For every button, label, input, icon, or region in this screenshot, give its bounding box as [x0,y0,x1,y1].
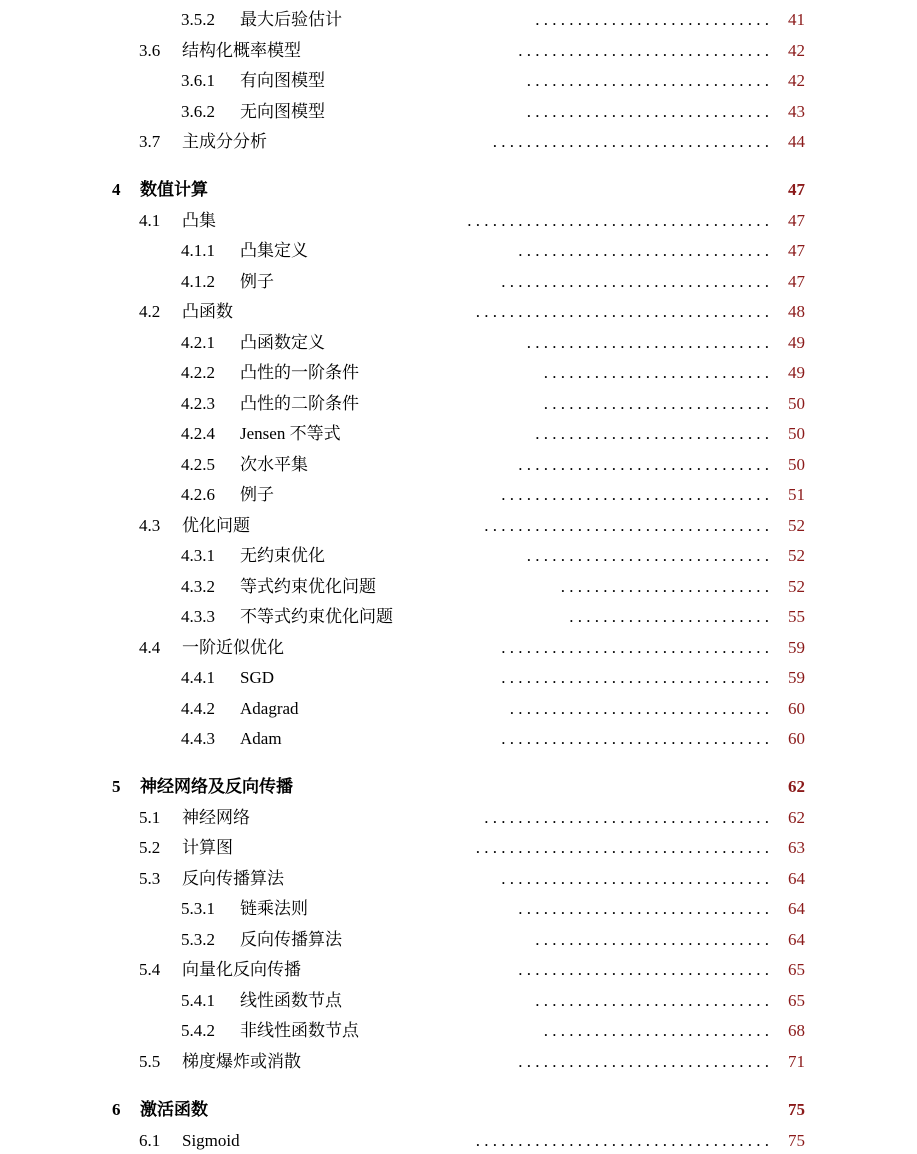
toc-entry-page-number[interactable]: 51 [788,485,805,504]
toc-entry-number: 4.3.2 [181,577,215,596]
toc-entry-page-number[interactable]: 48 [788,302,805,321]
toc-section-row[interactable] [0,1050,917,1074]
toc-entry-page-number[interactable]: 42 [788,71,805,90]
toc-entry-page-number[interactable]: 41 [788,10,805,29]
toc-entry-number: 4.2.1 [181,333,215,352]
toc-entry-number: 5.5 [139,1052,161,1071]
toc-entry-number: 5.4.2 [181,1021,215,1040]
toc-entry-title[interactable]: 神经网络及反向传播 [140,775,297,799]
toc-section-row[interactable] [0,209,917,233]
toc-entry-number: 4.4.2 [181,699,215,718]
toc-subsection-row[interactable] [0,989,917,1013]
toc-entry-title[interactable]: 凸性的二阶条件 [240,392,363,416]
toc-entry-title[interactable]: 凸集定义 [240,239,312,263]
dot-leaders: . . . . . . . . . . . . . . . . . . . . . . . . . . . . . [522,102,769,121]
toc-entry-page-number[interactable]: 65 [788,991,805,1010]
toc-entry-number: 5.1 [139,808,161,827]
toc-entry-number: 5.4.1 [181,991,215,1010]
toc-entry-page-number[interactable]: 60 [788,729,805,748]
toc-section-row[interactable] [0,300,917,324]
toc-subsection-row[interactable] [0,544,917,568]
toc-entry-page-number[interactable]: 68 [788,1021,805,1040]
toc-entry-title[interactable]: 反向传播算法 [182,867,288,891]
toc-subsection-row[interactable] [0,361,917,385]
toc-entry-page-number[interactable]: 49 [788,333,805,352]
dot-leaders: . . . . . . . . . . . . . . . . . . . . . . . . . . . . . . . . [497,485,769,504]
dot-leaders: . . . . . . . . . . . . . . . . . . . . . . . . . . . . . . . . . [488,132,769,151]
dot-leaders: . . . . . . . . . . . . . . . . . . . . . . . . . . . . . [522,333,769,352]
dot-leaders: . . . . . . . . . . . . . . . . . . . . . . . . . . . . . . . . [497,638,769,657]
dot-leaders: . . . . . . . . . . . . . . . . . . . . . . . . . . . . [531,424,769,443]
toc-entry-page-number[interactable]: 49 [788,363,805,382]
dot-leaders: . . . . . . . . . . . . . . . . . . . . . . . . . . . . . . . . [497,668,769,687]
toc-entry-number: 4.4.1 [181,668,215,687]
toc-entry-number: 5.4 [139,960,161,979]
toc-entry-title[interactable]: 凸集 [182,209,220,233]
toc-entry-number: 3.6 [139,41,161,60]
dot-leaders: . . . . . . . . . . . . . . . . . . . . . . . . . . . . . . . . . . . . [463,211,769,230]
toc-section-row[interactable] [0,130,917,154]
toc-entry-title[interactable]: 例子 [240,483,278,507]
toc-entry-page-number[interactable]: 55 [788,607,805,626]
toc-entry-title[interactable]: 链乘法则 [240,897,312,921]
toc-entry-title[interactable]: 激活函数 [140,1098,212,1122]
toc-entry-page-number[interactable]: 60 [788,699,805,718]
toc-entry-number: 3.6.2 [181,102,215,121]
dot-leaders: . . . . . . . . . . . . . . . . . . . . . . . . . . . . . . [514,899,769,918]
toc-entry-title[interactable]: 反向传播算法 [240,928,346,952]
toc-entry-title[interactable]: 数值计算 [140,178,212,202]
toc-entry-page-number[interactable]: 50 [788,424,805,443]
toc-entry-page-number[interactable]: 52 [788,577,805,596]
toc-entry-number: 4.2.4 [181,424,215,443]
toc-entry-title[interactable]: Sigmoid [182,1129,244,1153]
toc-entry-page-number[interactable]: 65 [788,960,805,979]
toc-entry-page-number[interactable]: 42 [788,41,805,60]
toc-entry-page-number[interactable]: 52 [788,546,805,565]
toc-subsection-row[interactable] [0,727,917,751]
dot-leaders: . . . . . . . . . . . . . . . . . . . . . . . . . . . . . . . . . . . [471,302,769,321]
toc-entry-number: 5.2 [139,838,161,857]
toc-entry-number: 6 [112,1100,121,1119]
toc-subsection-row[interactable] [0,453,917,477]
toc-entry-number: 6.1 [139,1131,161,1150]
dot-leaders: . . . . . . . . . . . . . . . . . . . . . . . . . . . . . . . . . . [480,808,769,827]
toc-subsection-row[interactable] [0,422,917,446]
dot-leaders: . . . . . . . . . . . . . . . . . . . . . . . . . . . . . . . . . . . [471,1131,769,1150]
toc-subsection-row[interactable] [0,239,917,263]
toc-entry-page-number[interactable]: 64 [788,869,805,888]
toc-entry-title[interactable]: SGD [240,666,278,690]
toc-entry-page-number[interactable]: 44 [788,132,805,151]
toc-entry-title[interactable]: 梯度爆炸或消散 [182,1050,305,1074]
toc-entry-number: 4.1 [139,211,161,230]
toc-entry-number: 4.1.2 [181,272,215,291]
toc-entry-page-number[interactable]: 47 [788,241,805,260]
toc-entry-title[interactable]: 主成分分析 [182,130,271,154]
toc-entry-page-number[interactable]: 63 [788,838,805,857]
toc-entry-title[interactable]: 结构化概率模型 [182,39,305,63]
toc-subsection-row[interactable] [0,666,917,690]
toc-entry-number: 3.6.1 [181,71,215,90]
toc-entry-title[interactable]: 例子 [240,270,278,294]
toc-subsection-row[interactable] [0,575,917,599]
toc-entry-page-number[interactable]: 62 [788,777,805,796]
toc-entry-title[interactable]: 等式约束优化问题 [240,575,380,599]
dot-leaders: . . . . . . . . . . . . . . . . . . . . . . . . . . . . . . [514,41,769,60]
toc-entry-page-number[interactable]: 43 [788,102,805,121]
toc-entry-title[interactable]: 不等式约束优化问题 [240,605,397,629]
toc-entry-title[interactable]: 无向图模型 [240,100,329,124]
dot-leaders: . . . . . . . . . . . . . . . . . . . . . . . . . . . . [531,10,769,29]
toc-subsection-row[interactable] [0,392,917,416]
toc-entry-number: 4.2.6 [181,485,215,504]
toc-subsection-row[interactable] [0,1019,917,1043]
toc-entry-title[interactable]: Adagrad [240,697,303,721]
toc-section-row[interactable] [0,836,917,860]
toc-entry-page-number[interactable]: 47 [788,272,805,291]
toc-subsection-row[interactable] [0,100,917,124]
toc-entry-page-number[interactable]: 71 [788,1052,805,1071]
toc-section-row[interactable] [0,514,917,538]
dot-leaders: . . . . . . . . . . . . . . . . . . . . . . . . . . . [539,1021,769,1040]
toc-chapter-row[interactable] [0,775,917,799]
toc-entry-number: 5.3.1 [181,899,215,918]
toc-entry-number: 4.1.1 [181,241,215,260]
toc-section-row[interactable] [0,636,917,660]
toc-entry-title[interactable]: 次水平集 [240,453,312,477]
dot-leaders: . . . . . . . . . . . . . . . . . . . . . . . . . . . . . [522,546,769,565]
dot-leaders: . . . . . . . . . . . . . . . . . . . . . . . . . . . . . . . . [497,869,769,888]
toc-entry-number: 4.3 [139,516,161,535]
toc-entry-page-number[interactable]: 50 [788,455,805,474]
toc-entry-page-number[interactable]: 64 [788,930,805,949]
toc-entry-page-number[interactable]: 47 [788,180,805,199]
toc-entry-page-number[interactable]: 64 [788,899,805,918]
dot-leaders: . . . . . . . . . . . . . . . . . . . . . . . . . . . . . . . . [497,272,769,291]
dot-leaders: . . . . . . . . . . . . . . . . . . . . . . . . . . . . . . [514,241,769,260]
toc-entry-page-number[interactable]: 75 [788,1131,805,1150]
dot-leaders: . . . . . . . . . . . . . . . . . . . . . . . . . . . . . . . . . . . [471,838,769,857]
toc-entry-number: 3.5.2 [181,10,215,29]
dot-leaders: . . . . . . . . . . . . . . . . . . . . . . . . . . . . . . [514,1052,769,1071]
toc-entry-number: 4 [112,180,121,199]
toc-entry-number: 4.2 [139,302,161,321]
toc-section-row[interactable] [0,867,917,891]
toc-section-row[interactable] [0,39,917,63]
toc-subsection-row[interactable] [0,69,917,93]
toc-entry-page-number[interactable]: 52 [788,516,805,535]
toc-entry-number: 5.3 [139,869,161,888]
toc-section-row[interactable] [0,1129,917,1153]
dot-leaders: . . . . . . . . . . . . . . . . . . . . . . . . . [556,577,769,596]
dot-leaders: . . . . . . . . . . . . . . . . . . . . . . . . . . . [539,363,769,382]
toc-subsection-row[interactable] [0,897,917,921]
toc-entry-page-number[interactable]: 47 [788,211,805,230]
toc-entry-number: 4.2.2 [181,363,215,382]
toc-section-row[interactable] [0,958,917,982]
toc-entry-page-number[interactable]: 59 [788,638,805,657]
toc-entry-page-number[interactable]: 50 [788,394,805,413]
toc-entry-title[interactable]: 优化问题 [182,514,254,538]
toc-subsection-row[interactable] [0,928,917,952]
toc-entry-title[interactable]: 计算图 [182,836,237,860]
toc-entry-title[interactable]: 一阶近似优化 [182,636,288,660]
toc-entry-title[interactable]: Jensen 不等式 [240,422,345,446]
dot-leaders: . . . . . . . . . . . . . . . . . . . . . . . . . . . . [531,991,769,1010]
toc-subsection-row[interactable] [0,697,917,721]
toc-entry-title[interactable]: 凸函数定义 [240,331,329,355]
toc-entry-number: 4.2.5 [181,455,215,474]
toc-entry-number: 4.4 [139,638,161,657]
toc-entry-page-number[interactable]: 59 [788,668,805,687]
toc-entry-number: 5 [112,777,121,796]
toc-entry-title[interactable]: 线性函数节点 [240,989,346,1013]
dot-leaders: . . . . . . . . . . . . . . . . . . . . . . . . [565,607,769,626]
toc-subsection-row[interactable] [0,8,917,32]
dot-leaders: . . . . . . . . . . . . . . . . . . . . . . . . . . . [539,394,769,413]
toc-entry-number: 3.7 [139,132,161,151]
toc-entry-number: 4.3.3 [181,607,215,626]
toc-entry-number: 5.3.2 [181,930,215,949]
dot-leaders: . . . . . . . . . . . . . . . . . . . . . . . . . . . . . . . . . . [480,516,769,535]
toc-entry-title[interactable]: 无约束优化 [240,544,329,568]
toc-entry-title[interactable]: 最大后验估计 [240,8,346,32]
toc-entry-title[interactable]: 神经网络 [182,806,254,830]
dot-leaders: . . . . . . . . . . . . . . . . . . . . . . . . . . . . . [522,71,769,90]
dot-leaders: . . . . . . . . . . . . . . . . . . . . . . . . . . . . . . [514,455,769,474]
toc-subsection-row[interactable] [0,605,917,629]
toc-entry-title[interactable]: Adam [240,727,286,751]
toc-entry-page-number[interactable]: 75 [788,1100,805,1119]
dot-leaders: . . . . . . . . . . . . . . . . . . . . . . . . . . . . . . [514,960,769,979]
toc-entry-number: 4.2.3 [181,394,215,413]
dot-leaders: . . . . . . . . . . . . . . . . . . . . . . . . . . . . [531,930,769,949]
toc-section-row[interactable] [0,806,917,830]
toc-entry-title[interactable]: 向量化反向传播 [182,958,305,982]
toc-entry-title[interactable]: 凸性的一阶条件 [240,361,363,385]
toc-entry-title[interactable]: 非线性函数节点 [240,1019,363,1043]
toc-subsection-row[interactable] [0,483,917,507]
toc-entry-page-number[interactable]: 62 [788,808,805,827]
toc-subsection-row[interactable] [0,270,917,294]
toc-entry-title[interactable]: 凸函数 [182,300,237,324]
toc-entry-number: 4.3.1 [181,546,215,565]
dot-leaders: . . . . . . . . . . . . . . . . . . . . . . . . . . . . . . . [505,699,769,718]
toc-chapter-row[interactable] [0,1098,917,1122]
toc-entry-number: 4.4.3 [181,729,215,748]
toc-entry-title[interactable]: 有向图模型 [240,69,329,93]
toc-chapter-row[interactable] [0,178,917,202]
toc-subsection-row[interactable] [0,331,917,355]
dot-leaders: . . . . . . . . . . . . . . . . . . . . . . . . . . . . . . . . [497,729,769,748]
